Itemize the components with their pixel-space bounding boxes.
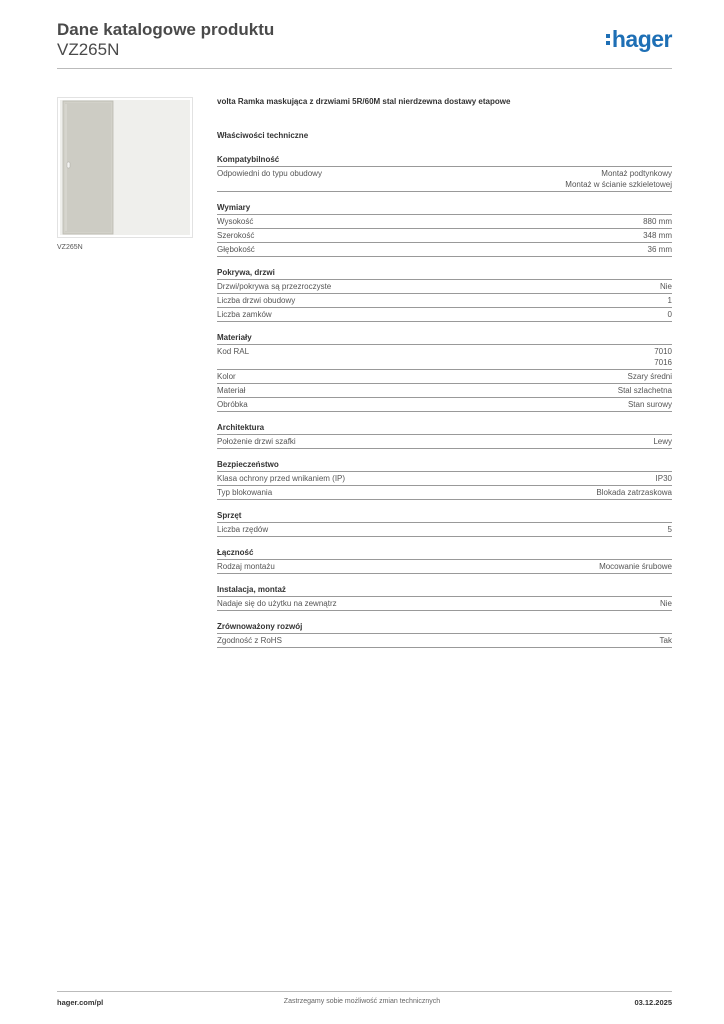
- footer-website: hager.com/pl: [57, 998, 104, 1007]
- spec-label: Drzwi/pokrywa są przezroczyste: [217, 282, 332, 291]
- spec-sections: [217, 153, 672, 648]
- spec-values: [599, 561, 672, 572]
- spec-row: [217, 472, 672, 486]
- section-title: Materiały: [217, 331, 672, 345]
- spec-values: [618, 385, 672, 396]
- section-title: Sprzęt: [217, 509, 672, 523]
- spec-row: [217, 294, 672, 308]
- spec-label: Liczba drzwi obudowy: [217, 296, 296, 305]
- spec-value: 7010: [654, 347, 672, 356]
- spec-values: [660, 635, 672, 646]
- spec-values: [653, 436, 672, 447]
- spec-label: Wysokość: [217, 217, 254, 226]
- section-title: Kompatybilność: [217, 153, 672, 167]
- spec-value: Nie: [659, 599, 672, 608]
- logo-text: hager: [611, 26, 672, 52]
- spec-row: [217, 523, 672, 537]
- spec-values: [648, 244, 672, 255]
- spec-section: [217, 421, 672, 449]
- spec-row: [217, 243, 672, 257]
- page-header: [57, 20, 672, 68]
- spec-values: [656, 473, 672, 484]
- spec-label: Głębokość: [217, 245, 255, 254]
- spec-values: [654, 346, 672, 368]
- spec-row: [217, 435, 672, 449]
- spec-values: [668, 295, 672, 306]
- spec-row: [217, 597, 672, 611]
- spec-section: [217, 331, 672, 412]
- spec-row: [217, 384, 672, 398]
- spec-values: [668, 309, 672, 320]
- spec-section: [217, 201, 672, 257]
- spec-value: 36 mm: [647, 245, 672, 254]
- spec-section: [217, 509, 672, 537]
- spec-value: 880 mm: [643, 217, 672, 226]
- footer-date: 03.12.2025: [634, 998, 672, 1007]
- spec-label: Rodzaj montażu: [217, 562, 275, 571]
- hager-logo: [606, 26, 672, 52]
- product-name: volta Ramka maskująca z drzwiami 5R/60M stal nierdzewna dostawy etapowe: [217, 97, 511, 106]
- spec-section: [217, 153, 672, 192]
- spec-value: Montaż podtynkowy: [601, 169, 672, 178]
- spec-value: Szary średni: [627, 372, 672, 381]
- spec-values: [668, 524, 672, 535]
- spec-value: IP30: [655, 474, 672, 483]
- spec-values: [660, 598, 672, 609]
- spec-values: [596, 487, 672, 498]
- spec-label: Liczba zamków: [217, 310, 272, 319]
- spec-value: Blokada zatrzaskowa: [596, 488, 672, 497]
- spec-value: Montaż w ścianie szkieletowej: [565, 180, 672, 189]
- spec-value: Stan surowy: [627, 400, 672, 409]
- spec-label: Położenie drzwi szafki: [217, 437, 296, 446]
- section-title: Instalacja, montaż: [217, 583, 672, 597]
- spec-values: [565, 168, 672, 190]
- document-title: Dane katalogowe produktu: [57, 20, 275, 39]
- spec-value: Mocowanie śrubowe: [599, 562, 672, 571]
- spec-value: 0: [667, 310, 672, 319]
- spec-row: [217, 398, 672, 412]
- product-image: [57, 97, 193, 238]
- spec-content: [217, 96, 672, 657]
- spec-label: Obróbka: [217, 400, 248, 409]
- spec-values: [628, 371, 672, 382]
- spec-row: [217, 215, 672, 229]
- spec-section: [217, 620, 672, 648]
- spec-row: [217, 370, 672, 384]
- spec-values: [628, 399, 672, 410]
- spec-section: [217, 266, 672, 322]
- section-title: Architektura: [217, 421, 672, 435]
- section-title: Wymiary: [217, 201, 672, 215]
- spec-label: Szerokość: [217, 231, 255, 240]
- spec-row: [217, 229, 672, 243]
- spec-value: 1: [667, 296, 672, 305]
- spec-value: Stal szlachetna: [617, 386, 672, 395]
- section-title: Bezpieczeństwo: [217, 458, 672, 472]
- spec-values: [660, 281, 672, 292]
- section-title: Pokrywa, drzwi: [217, 266, 672, 280]
- spec-value: Nie: [659, 282, 672, 291]
- spec-value: Lewy: [653, 437, 672, 446]
- spec-row: [217, 345, 672, 370]
- spec-label: Kolor: [217, 372, 236, 381]
- spec-row: [217, 167, 672, 192]
- spec-label: Typ blokowania: [217, 488, 273, 497]
- section-title: Łączność: [217, 546, 672, 560]
- spec-value: Tak: [659, 636, 672, 645]
- spec-value: 348 mm: [643, 231, 672, 240]
- footer-divider: [57, 991, 672, 992]
- section-title: Zrównoważony rozwój: [217, 620, 672, 634]
- spec-row: [217, 280, 672, 294]
- spec-value: 5: [667, 525, 672, 534]
- spec-label: Kod RAL: [217, 347, 250, 356]
- spec-label: Odpowiedni do typu obudowy: [217, 169, 322, 178]
- product-code-heading: VZ265N: [57, 40, 120, 59]
- spec-values: [643, 216, 672, 227]
- footer-disclaimer: Zastrzegamy sobie możliwość zmian technicznych: [283, 998, 441, 1005]
- spec-label: Klasa ochrony przed wnikaniem (IP): [217, 474, 346, 483]
- spec-section: [217, 458, 672, 500]
- spec-row: [217, 486, 672, 500]
- spec-label: Nadaje się do użytku na zewnątrz: [217, 599, 337, 608]
- spec-row: [217, 634, 672, 648]
- spec-label: Liczba rzędów: [217, 525, 269, 534]
- header-divider: [57, 68, 672, 69]
- spec-value: 7016: [654, 358, 672, 367]
- spec-section: [217, 546, 672, 574]
- spec-section: [217, 583, 672, 611]
- panel-door-image: [58, 98, 192, 237]
- product-image-caption: VZ265N: [57, 244, 83, 251]
- technical-properties-title: Właściwości techniczne: [217, 131, 309, 140]
- spec-row: [217, 308, 672, 322]
- spec-values: [643, 230, 672, 241]
- spec-label: Materiał: [217, 386, 246, 395]
- spec-row: [217, 560, 672, 574]
- logo-colon-icon: [606, 34, 610, 45]
- spec-label: Zgodność z RoHS: [217, 636, 282, 645]
